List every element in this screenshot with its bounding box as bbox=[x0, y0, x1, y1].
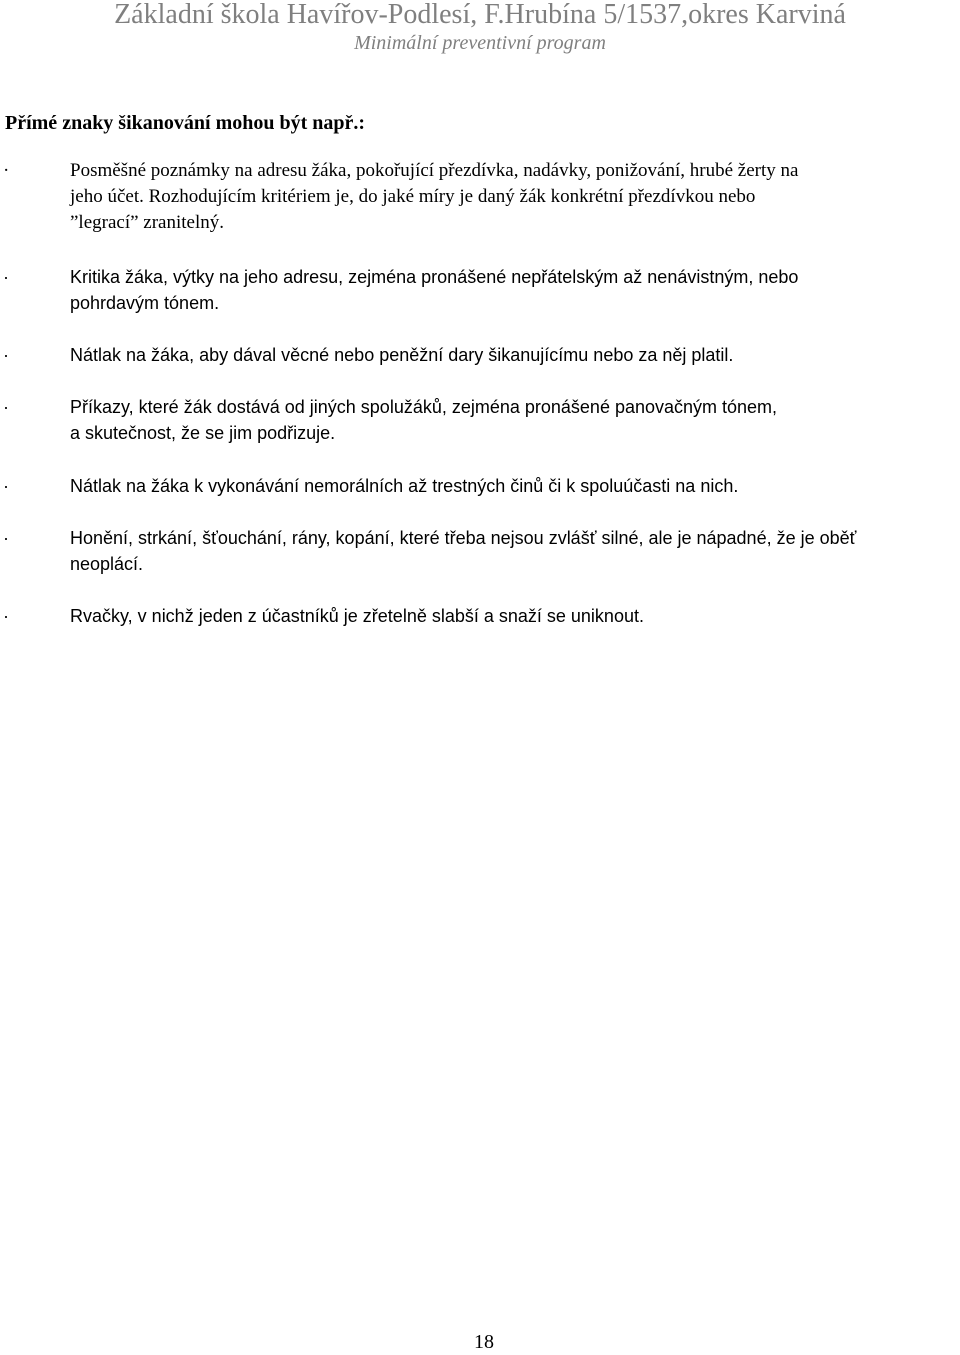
list-item-text bbox=[70, 158, 960, 236]
bullet-dot: · bbox=[3, 606, 9, 626]
bullet-dot: · bbox=[3, 345, 9, 365]
list-item-line: pohrdavým tónem. bbox=[70, 293, 220, 313]
list-item-line: a skutečnost, že se jim podřizuje. bbox=[70, 423, 336, 443]
section-heading: Přímé znaky šikanování mohou být např.: bbox=[5, 112, 366, 134]
list-item-text bbox=[70, 603, 960, 629]
page-number: 18 bbox=[474, 1331, 494, 1353]
list-item-line: Nátlak na žáka, aby dával věcné nebo peněžní dary šikanujícímu nebo za něj platil. bbox=[70, 345, 734, 365]
bullet-dot: · bbox=[3, 160, 10, 181]
list-item-line: ”legrací” zranitelný. bbox=[70, 212, 225, 233]
bullet-dot: · bbox=[3, 267, 9, 287]
list-item-text bbox=[70, 473, 960, 499]
list-item-text bbox=[70, 394, 960, 446]
list-item-line: Kritika žáka, výtky na jeho adresu, zejména pronášené nepřátelským až nenávistným, nebo bbox=[70, 267, 799, 287]
list-item-line: Příkazy, které žák dostává od jiných spolužáků, zejména pronášené panovačným tónem, bbox=[70, 397, 778, 417]
list-item-line: Nátlak na žáka k vykonávání nemorálních až trestných činů či k spoluúčasti na nich. bbox=[70, 476, 739, 496]
list-item-line: jeho účet. Rozhodujícím kritériem je, do jaké míry je daný žák konkrétní přezdívkou nebo bbox=[70, 186, 756, 207]
list-item-line: neoplácí. bbox=[70, 554, 144, 574]
list-item-text bbox=[70, 342, 960, 368]
list-item-line: Posměšné poznámky na adresu žáka, pokořující přezdívka, nadávky, ponižování, hrubé žerty na bbox=[70, 160, 799, 181]
list-item-text bbox=[70, 525, 960, 577]
bullet-dot: · bbox=[3, 397, 9, 417]
list-item-line: Rvačky, v nichž jeden z účastníků je zřetelně slabší a snaží se uniknout. bbox=[70, 606, 644, 626]
school-title: Základní škola Havířov-Podlesí, F.Hrubína 5/1537,okres Karviná bbox=[114, 0, 846, 30]
bullet-dot: · bbox=[3, 528, 9, 548]
list-item-line: Honění, strkání, šťouchání, rány, kopání, které třeba nejsou zvlášť silné, ale je nápadné, že je oběť bbox=[70, 528, 857, 548]
document-subtitle: Minimální preventivní program bbox=[354, 32, 606, 54]
list-item-text bbox=[70, 264, 960, 316]
bullet-dot: · bbox=[3, 476, 9, 496]
